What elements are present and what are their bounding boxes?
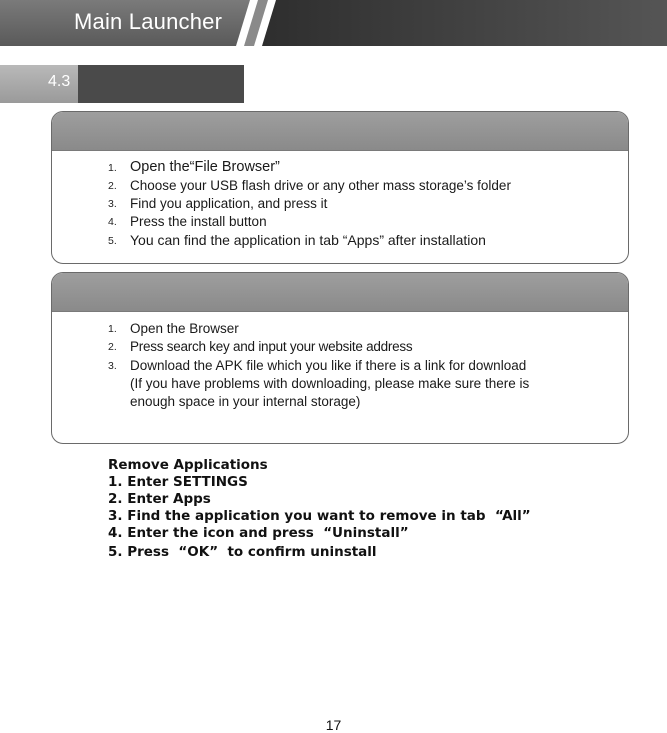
section-number: 4.3 <box>48 73 71 90</box>
step-number: 3. <box>108 198 117 210</box>
browser-panel-header <box>52 273 628 312</box>
section-title-bar <box>78 65 244 103</box>
list-item: 4. Enter the icon and press “Uninstall” <box>108 525 409 541</box>
step-text: Open the Browser <box>130 321 239 336</box>
step-text: Open the“File Browser” <box>130 159 280 175</box>
install-panel <box>51 111 629 264</box>
step-number: 3. <box>108 360 117 372</box>
step-number: 4. <box>108 216 117 228</box>
list-item: 3. Find the application you want to remove in tab “All” <box>108 508 531 524</box>
step-number: 2. <box>108 180 117 192</box>
step-text: Choose your USB flash drive or any other mass storage’s folder <box>130 178 511 193</box>
step-text: Find you application, and press it <box>130 196 328 211</box>
step-text: Press the install button <box>130 214 267 229</box>
remove-title: Remove Applications <box>108 457 268 473</box>
note-line-2: enough space in your internal storage) <box>130 394 361 409</box>
page-number: 17 <box>325 717 342 733</box>
step-text: You can find the application in tab “Apps” after installation <box>130 232 486 248</box>
browser-panel <box>51 272 629 444</box>
list-item: 2. Enter Apps <box>108 491 211 507</box>
install-panel-header <box>52 112 628 151</box>
page-title: Main Launcher <box>74 9 223 34</box>
step-number: 2. <box>108 341 117 353</box>
step-number: 1. <box>108 323 117 335</box>
header-right-panel <box>262 0 667 46</box>
step-text: Download the APK file which you like if there is a link for download <box>130 358 527 373</box>
step-number: 5. <box>108 235 117 247</box>
list-item: 5. Press “OK” to confirm uninstall <box>108 544 377 560</box>
step-text: Press search key and input your website address <box>130 339 413 354</box>
step-number: 1. <box>108 162 117 174</box>
note-line-1: (If you have problems with downloading, please make sure there is <box>130 376 530 391</box>
list-item: 1. Enter SETTINGS <box>108 474 248 490</box>
header-bar <box>0 0 667 46</box>
section-tab <box>0 65 244 103</box>
